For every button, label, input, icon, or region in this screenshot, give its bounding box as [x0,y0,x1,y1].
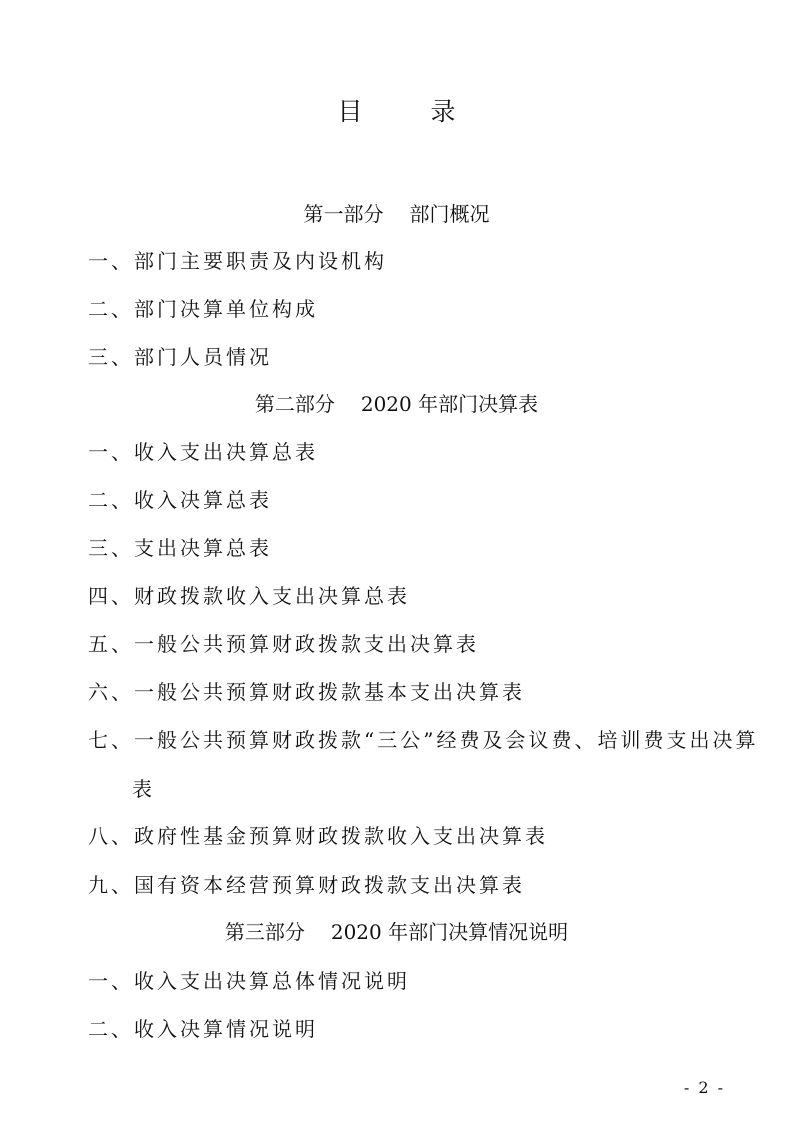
section-heading-part3 [0,916,793,945]
section-part-label: 第一部分 [303,202,384,226]
toc-entry: 二、收入决算总表 [88,488,272,512]
toc-entry: 一、收入支出决算总体情况说明 [88,969,410,993]
toc-entry: 二、收入决算情况说明 [88,1017,318,1041]
section-part-label: 第二部分 [254,392,335,416]
section-part-name: 部门概况 [409,202,490,226]
toc-entry: 八、政府性基金预算财政拨款收入支出决算表 [88,824,548,848]
toc-entry: 二、部门决算单位构成 [88,297,318,321]
toc-entry-continuation: 表 [132,777,155,801]
toc-entry: 七、一般公共预算财政拨款“三公”经费及会议费、培训费支出决算 [88,728,759,752]
toc-entry: 三、部门人员情况 [88,345,272,369]
toc-entry: 四、财政拨款收入支出决算总表 [88,584,410,608]
toc-entry: 一、部门主要职责及内设机构 [88,249,387,273]
section-heading-part2 [0,388,793,417]
section-heading-part1 [0,198,793,227]
page-number: - 2 - [683,1078,725,1097]
section-part-label: 第三部分 [224,920,305,944]
toc-entry: 三、支出决算总表 [88,536,272,560]
toc-entry: 九、国有资本经营预算财政拨款支出决算表 [88,873,525,897]
section-part-name: 2020 年部门决算情况说明 [330,920,569,944]
toc-entry: 一、收入支出决算总表 [88,440,318,464]
toc-entry: 五、一般公共预算财政拨款支出决算表 [88,632,479,656]
page-title: 目 录 [337,97,486,126]
toc-entry: 六、一般公共预算财政拨款基本支出决算表 [88,680,525,704]
section-part-name: 2020 年部门决算表 [360,392,539,416]
